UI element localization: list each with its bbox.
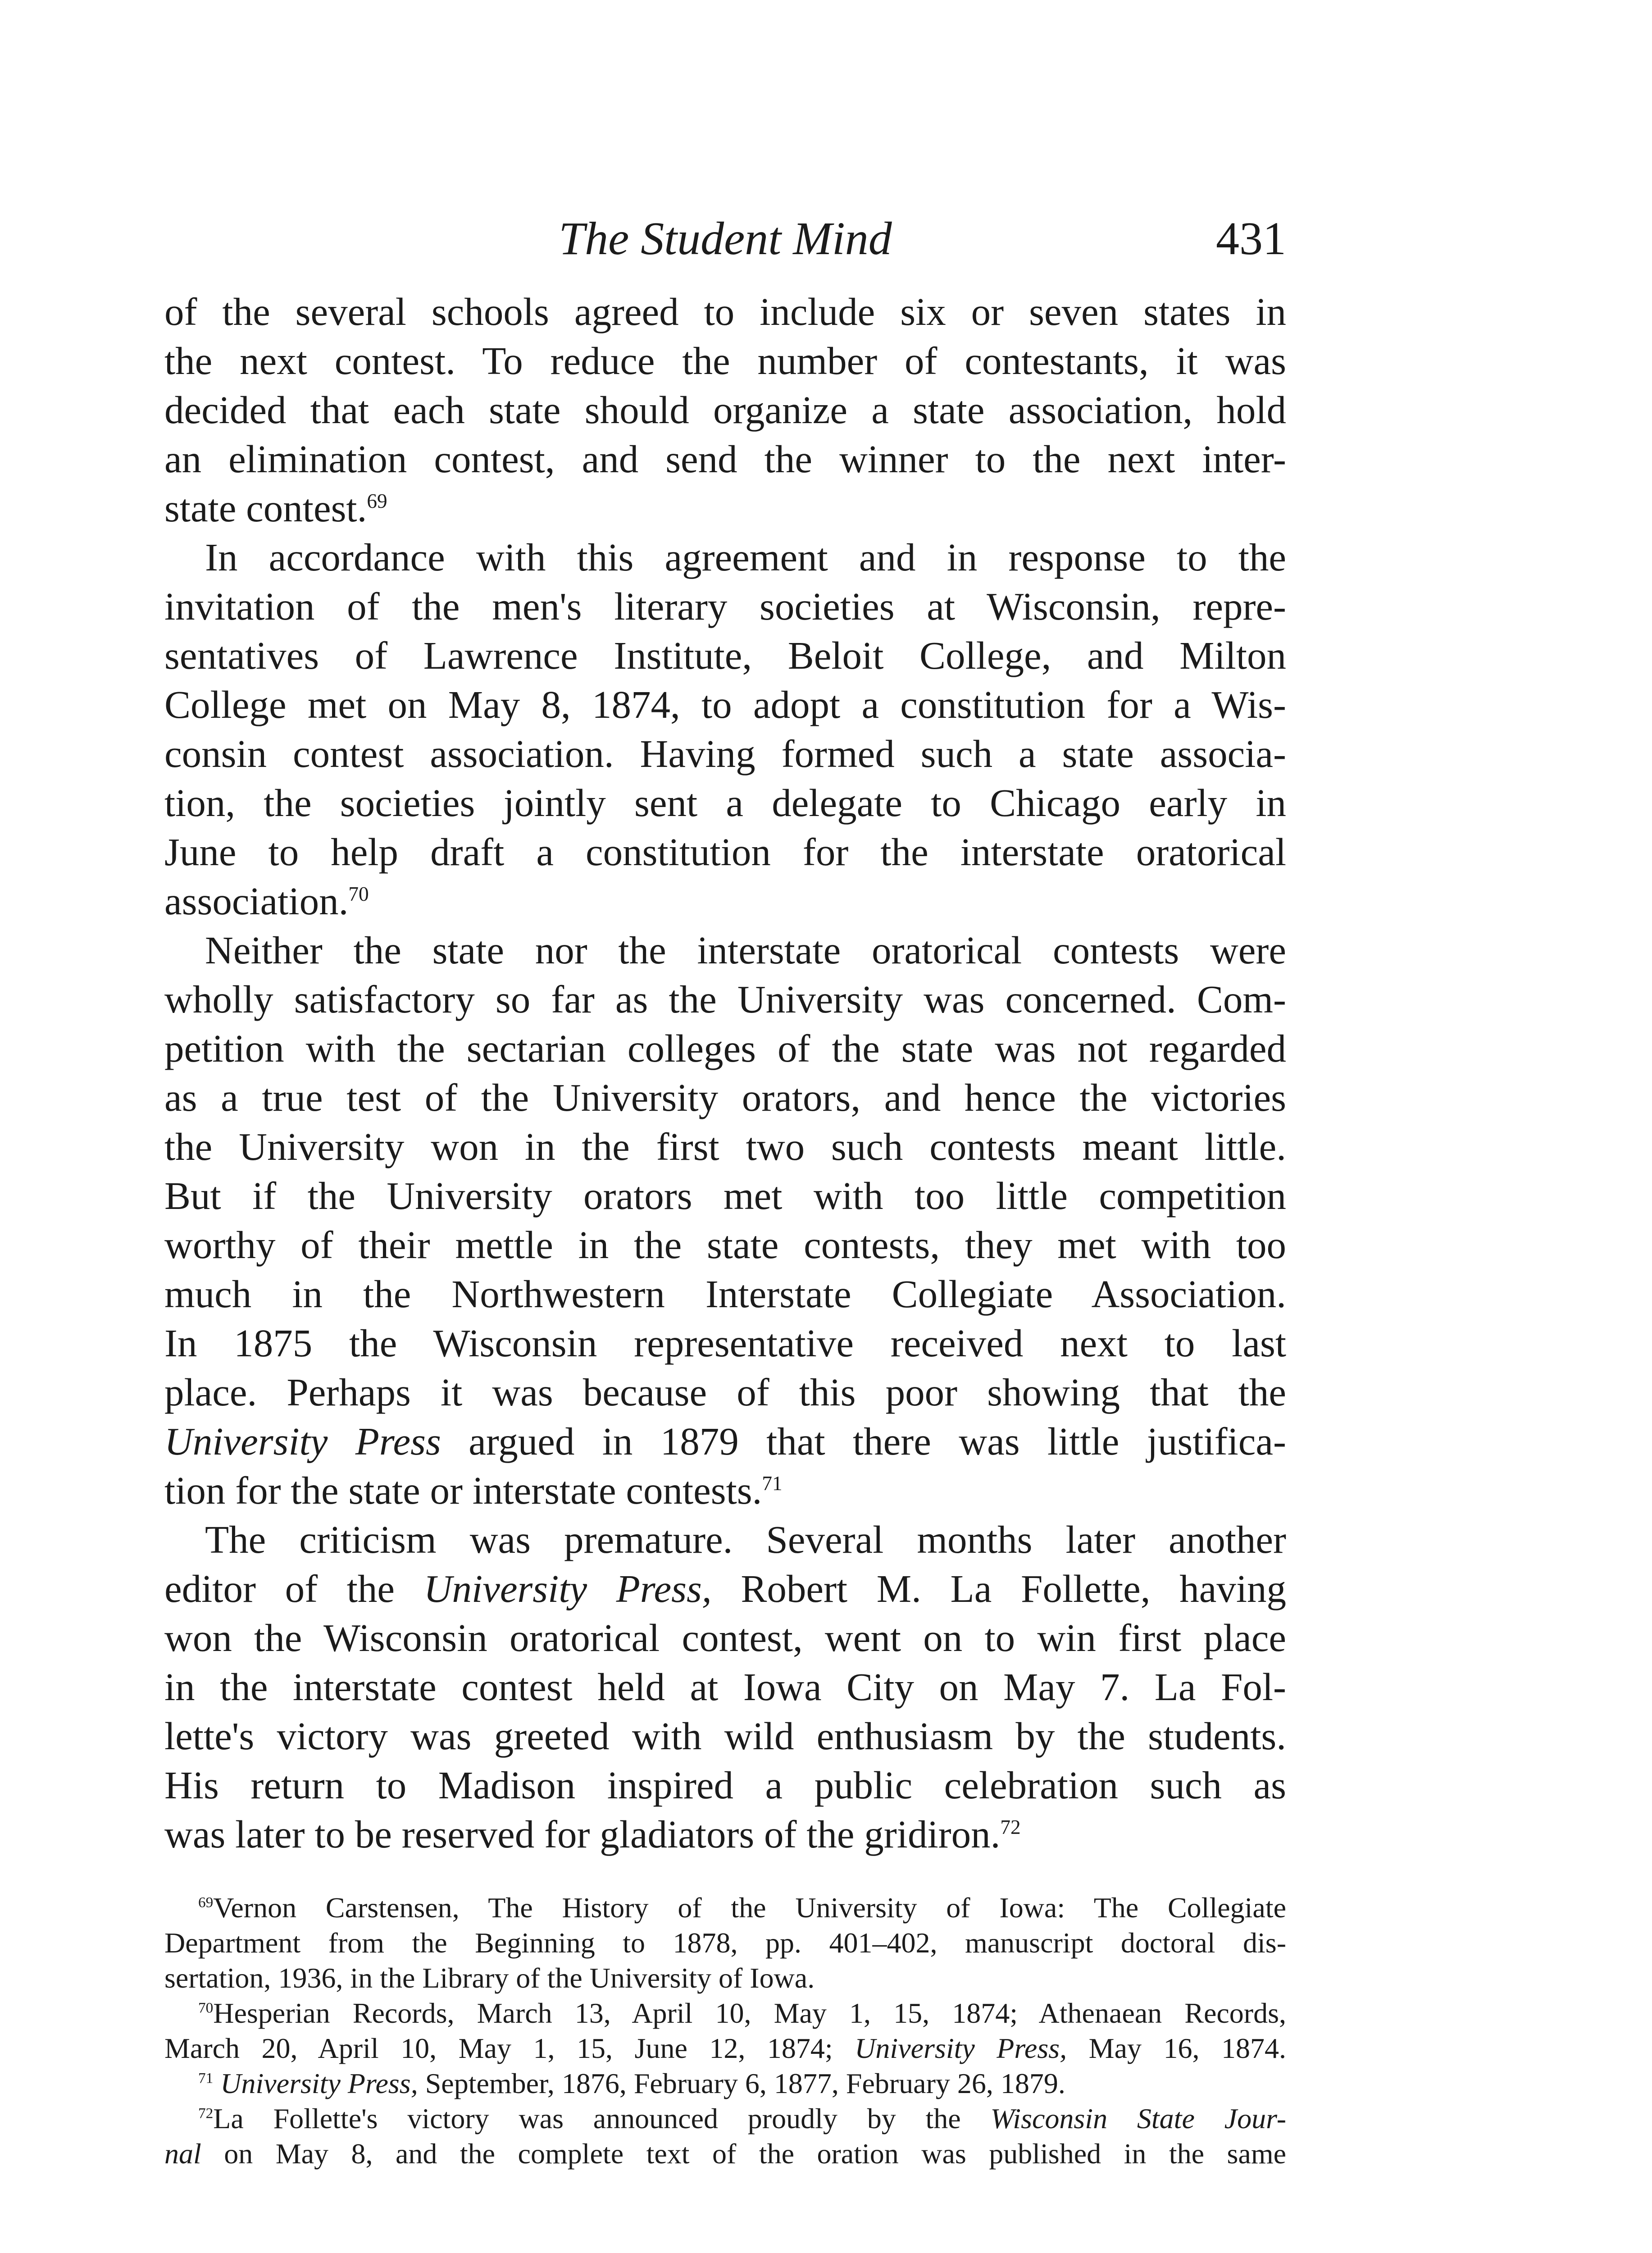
text-line: tion for the state or interstate contests.$^{71}$ [164, 1469, 783, 1512]
text-line: as a true test of the University orators, and hence the victories [164, 1076, 1286, 1119]
footnote-mark: 71 [198, 2070, 214, 2087]
footnote-71: $^{71}$ University Press, September, 1876, February 6, 1877, February 26, 1879. [198, 2067, 1065, 2099]
text-line: worthy of their mettle in the state contests, they met with too [164, 1223, 1286, 1267]
text-line: In 1875 the Wisconsin representative received next to last [164, 1321, 1286, 1365]
footnote-line: nal on May 8, and the complete text of the oration was published in the same [164, 2138, 1286, 2170]
footnote-ref: 72 [1000, 1816, 1021, 1838]
text-line: invitation of the men's literary societies at Wisconsin, repre- [164, 584, 1286, 628]
text-line: consin contest association. Having formed such a state associa- [164, 732, 1286, 775]
footnote-line: Department from the Beginning to 1878, pp. 401–402, manuscript doctoral dis- [164, 1927, 1286, 1959]
footnote-mark: 72 [198, 2105, 214, 2122]
footnote-ref: 70 [348, 883, 369, 905]
footnote-69: $^{69}$Vernon Carstensen, The History of the University of Iowa: The Collegiate [198, 1892, 1286, 1924]
main-text [164, 287, 1286, 1859]
text-line: University Press argued in 1879 that there was little justifica- [164, 1419, 1286, 1463]
footnote-ref: 69 [367, 490, 387, 512]
text-line: the next contest. To reduce the number of contestants, it was [164, 339, 1286, 383]
text-line: sentatives of Lawrence Institute, Beloit College, and Milton [164, 634, 1286, 677]
footnote-line: March 20, April 10, May 1, 15, June 12, 1874; University Press, May 16, 1874. [164, 2032, 1287, 2064]
text-line: Neither the state nor the interstate oratorical contests were [205, 928, 1286, 972]
text-line: place. Perhaps it was because of this poor showing that the [164, 1370, 1286, 1414]
footnote-ref: 71 [762, 1472, 783, 1495]
text-line: His return to Madison inspired a public celebration such as [164, 1763, 1286, 1807]
text-line: But if the University orators met with too little competition [164, 1174, 1286, 1218]
text-line: tion, the societies jointly sent a delegate to Chicago early in [164, 781, 1286, 825]
text-line: editor of the University Press, Robert M. La Follette, having [164, 1567, 1286, 1610]
text-line: lette's victory was greeted with wild enthusiasm by the students. [164, 1714, 1286, 1758]
footnote-mark: 69 [198, 1894, 214, 1911]
text-line: state contest.$^{69}$ [164, 486, 387, 530]
text-line: petition with the sectarian colleges of the state was not regarded [164, 1026, 1286, 1070]
text-line: association.$^{70}$ [164, 879, 369, 923]
running-title: The Student Mind [559, 213, 892, 265]
footnote-mark: 70 [198, 1999, 214, 2016]
page-number: 431 [1216, 213, 1286, 265]
footnote-72: $^{72}$La Follette's victory was announced proudly by the Wisconsin State Jour- [198, 2102, 1287, 2134]
text-line: of the several schools agreed to include six or seven states in [164, 290, 1286, 333]
text-line: In accordance with this agreement and in response to the [205, 535, 1286, 579]
footnote-70: $^{70}$Hesperian Records, March 13, April 10, May 1, 15, 1874; Athenaean Records, [198, 1997, 1286, 2029]
text-line: the University won in the first two such contests meant little. [164, 1125, 1286, 1168]
text-line: in the interstate contest held at Iowa City on May 7. La Fol- [164, 1665, 1286, 1709]
text-line: June to help draft a constitution for the interstate oratorical [164, 830, 1286, 874]
text-line: much in the Northwestern Interstate Collegiate Association. [164, 1272, 1286, 1316]
text-line: The criticism was premature. Several months later another [205, 1518, 1286, 1561]
footnotes [164, 1890, 1286, 2171]
text-line: an elimination contest, and send the winner to the next inter- [164, 437, 1286, 481]
text-line: decided that each state should organize a state association, hold [164, 388, 1286, 432]
page-header [164, 205, 1286, 273]
footnote-line: sertation, 1936, in the Library of the University of Iowa. [164, 1962, 815, 1994]
text-line: wholly satisfactory so far as the University was concerned. Com- [164, 977, 1286, 1021]
text-line: won the Wisconsin oratorical contest, went on to win first place [164, 1616, 1286, 1660]
text-line: was later to be reserved for gladiators of the gridiron.$^{72}$ [164, 1812, 1021, 1856]
text-line: College met on May 8, 1874, to adopt a constitution for a Wis- [164, 683, 1286, 726]
